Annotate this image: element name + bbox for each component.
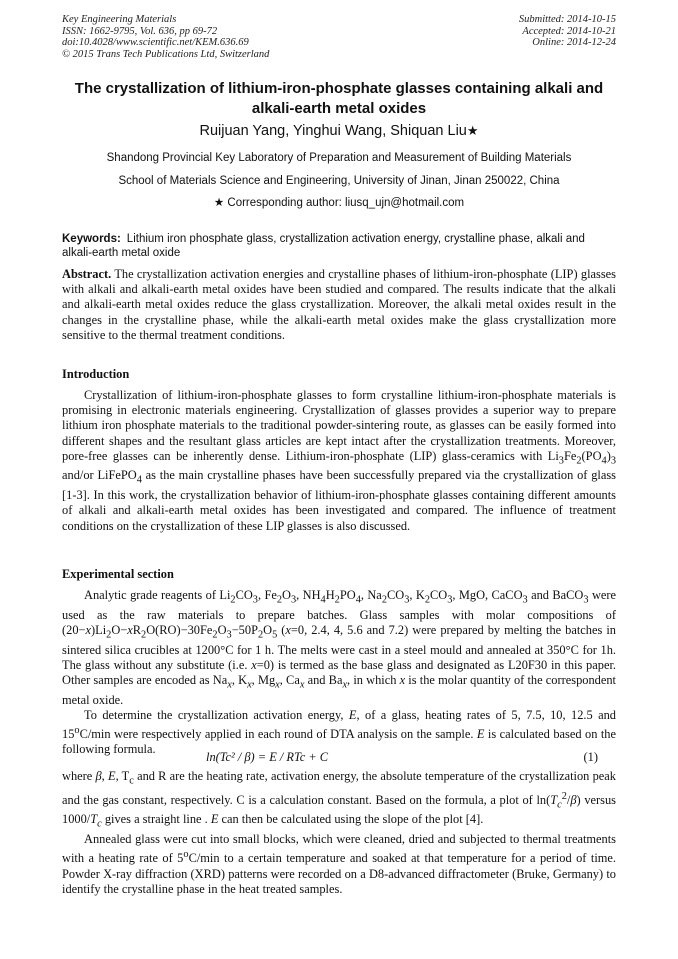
accepted-date: Accepted: 2014-10-21 (522, 25, 616, 37)
keywords (62, 232, 616, 260)
abstract-label: Abstract. (62, 267, 112, 281)
doi-line: doi:10.4028/www.scientific.net/KEM.636.69 (62, 37, 249, 48)
online-date: Online: 2014-12-24 (532, 37, 616, 48)
equation-expression: ln(Tc² / β) = E / RTc + C (206, 750, 329, 764)
dates-header (519, 14, 616, 49)
journal-header (62, 14, 269, 60)
paper-title: The crystallization of lithium-iron-phosphate glasses containing alkali and alkali-earth metal oxides (74, 80, 604, 117)
corresponding-email: Corresponding author: liusq_ujn@hotmail.com (227, 197, 465, 209)
experimental-paragraph-2: where β, E, $T_c$ and R are the heating rate, activation energy, the absolute temperature of the crystallization peak and the gas constant, respectively. C is a calculation constant. Based on the formula, a plot of $\ln(T_c^2/\beta)$ versus $1000/T_c$ gives a straight line . E can then be calculated using the slope of the plot [4]. Annealed glass were cut into small blocks, which were cleaned, dried and subjected to thermal treatments with a heating rate of 5$^o$C/min to a certain temperature and soaked at that temperature for a period of time. Powder X-ray diffraction (XRD) patterns were recorded on a D8-advanced diffractometer (Bruke, Germany) to identify the crystalline phase in the heat treated samples. (62, 769, 616, 896)
abstract-text: The crystallization activation energies and crystalline phases of lithium-iron-phosphate (LIP) glasses with alkali and alkali-earth metal oxides have been studied and compared. The results indicate that the alkali and alkali-earth metal oxides reduce the glass crystallization. Moreover, the alkali metal oxides result in the changes in the crystalline phase, while the alkali-earth metal oxides make the glass crystallization more sensitive to the thermal treatment conditions. (62, 267, 616, 342)
corresponding-star-icon: ★ (213, 197, 225, 209)
keywords-text: Lithium iron phosphate glass, crystallization activation energy, crystalline phase, alkali and alkali-earth metal oxide (62, 233, 585, 259)
experimental-paragraph-1: Analytic grade reagents of $Li_2CO_3$, $Fe_2O_3$, $NH_4H_2PO_4$, $Na_2CO_3$, $K_2CO_3$, MgO, CaCO$_3$ and BaCO$_3$ were used as the raw materials to prepare batches. Glass samples with molar compositions of $(20-x)Li_2O-xR_2O(RO)-30Fe_2O_3-50P_2O_5$ (x=0, 2.4, 4, 5.6 and 7.2) were prepared by melting the batches in sintered silica crucibles at 1200°C for 1 h. The melts were cast in a steel mould and annealed at 350°C for 1h. The glass without any substitute (i.e. x=0) is termed as the base glass and designated as L20F30 in this paper. Other samples are encoded as $Na_x$, $K_x$, $Mg_x$, $Ca_x$ and $Ba_x$, in which x is the molar quantity of the correspondent metal oxide. To determine the crystallization activation energy, E, of a glass, heating rates of 5, 7.5, 10, 12.5 and 15$^o$C/min were respectively applied in each round of DTA analysis on the sample. E is calculated based on the following formula. (62, 588, 617, 757)
section-heading-introduction: Introduction (62, 367, 130, 381)
journal-name: Key Engineering Materials (62, 14, 177, 25)
abstract (62, 267, 616, 343)
section-heading-experimental: Experimental section (62, 567, 174, 581)
equation-1 (62, 750, 616, 766)
issn-line: ISSN: 1662-9795, Vol. 636, pp 69-72 (62, 25, 218, 37)
corresponding-author (62, 196, 616, 210)
author-line (62, 121, 616, 141)
submitted-date: Submitted: 2014-10-15 (518, 14, 616, 25)
equation-number: (1) (583, 750, 598, 764)
author-names: Ruijuan Yang, Yinghui Wang, Shiquan Liu (199, 123, 467, 139)
keywords-label: Keywords: (62, 233, 121, 245)
copyright-line: © 2015 Trans Tech Publications Ltd, Switzerland (62, 48, 270, 60)
introduction-paragraph: Crystallization of lithium-iron-phosphate glasses to form crystalline lithium-iron-phosphate materials is promising in electronic materials engineering. Crystallization of glasses provides a superior way to prepare lithium iron phosphate materials to the traditional powder-sintering route, as glasses can be easily formed into different shapes and the resultant glass articles are kept intact after the crystallization treatments. Moreover, pore-free glasses can be inherently dense. Lithium-iron-phosphate (LIP) glass-ceramics with $Li_3Fe_2(PO_4)_3$ and/or LiFePO$_4$ as the main crystalline phases have been successfully prepared via the crystallization of glass [1-3]. In this work, the crystallization behavior of lithium-iron-phosphate glasses containing different amounts of alkali and alkali-earth metal oxides has been investigated and compared. The influence of treatment conditions on the crystallization of these LIP glasses is also discussed. (62, 388, 616, 533)
corresponding-star-icon: ★ (466, 123, 479, 138)
affiliation-1: Shandong Provincial Key Laboratory of Preparation and Measurement of Building Materials (106, 152, 572, 164)
affiliation-2: School of Materials Science and Engineering, University of Jinan, Jinan 250022, China (118, 175, 560, 187)
